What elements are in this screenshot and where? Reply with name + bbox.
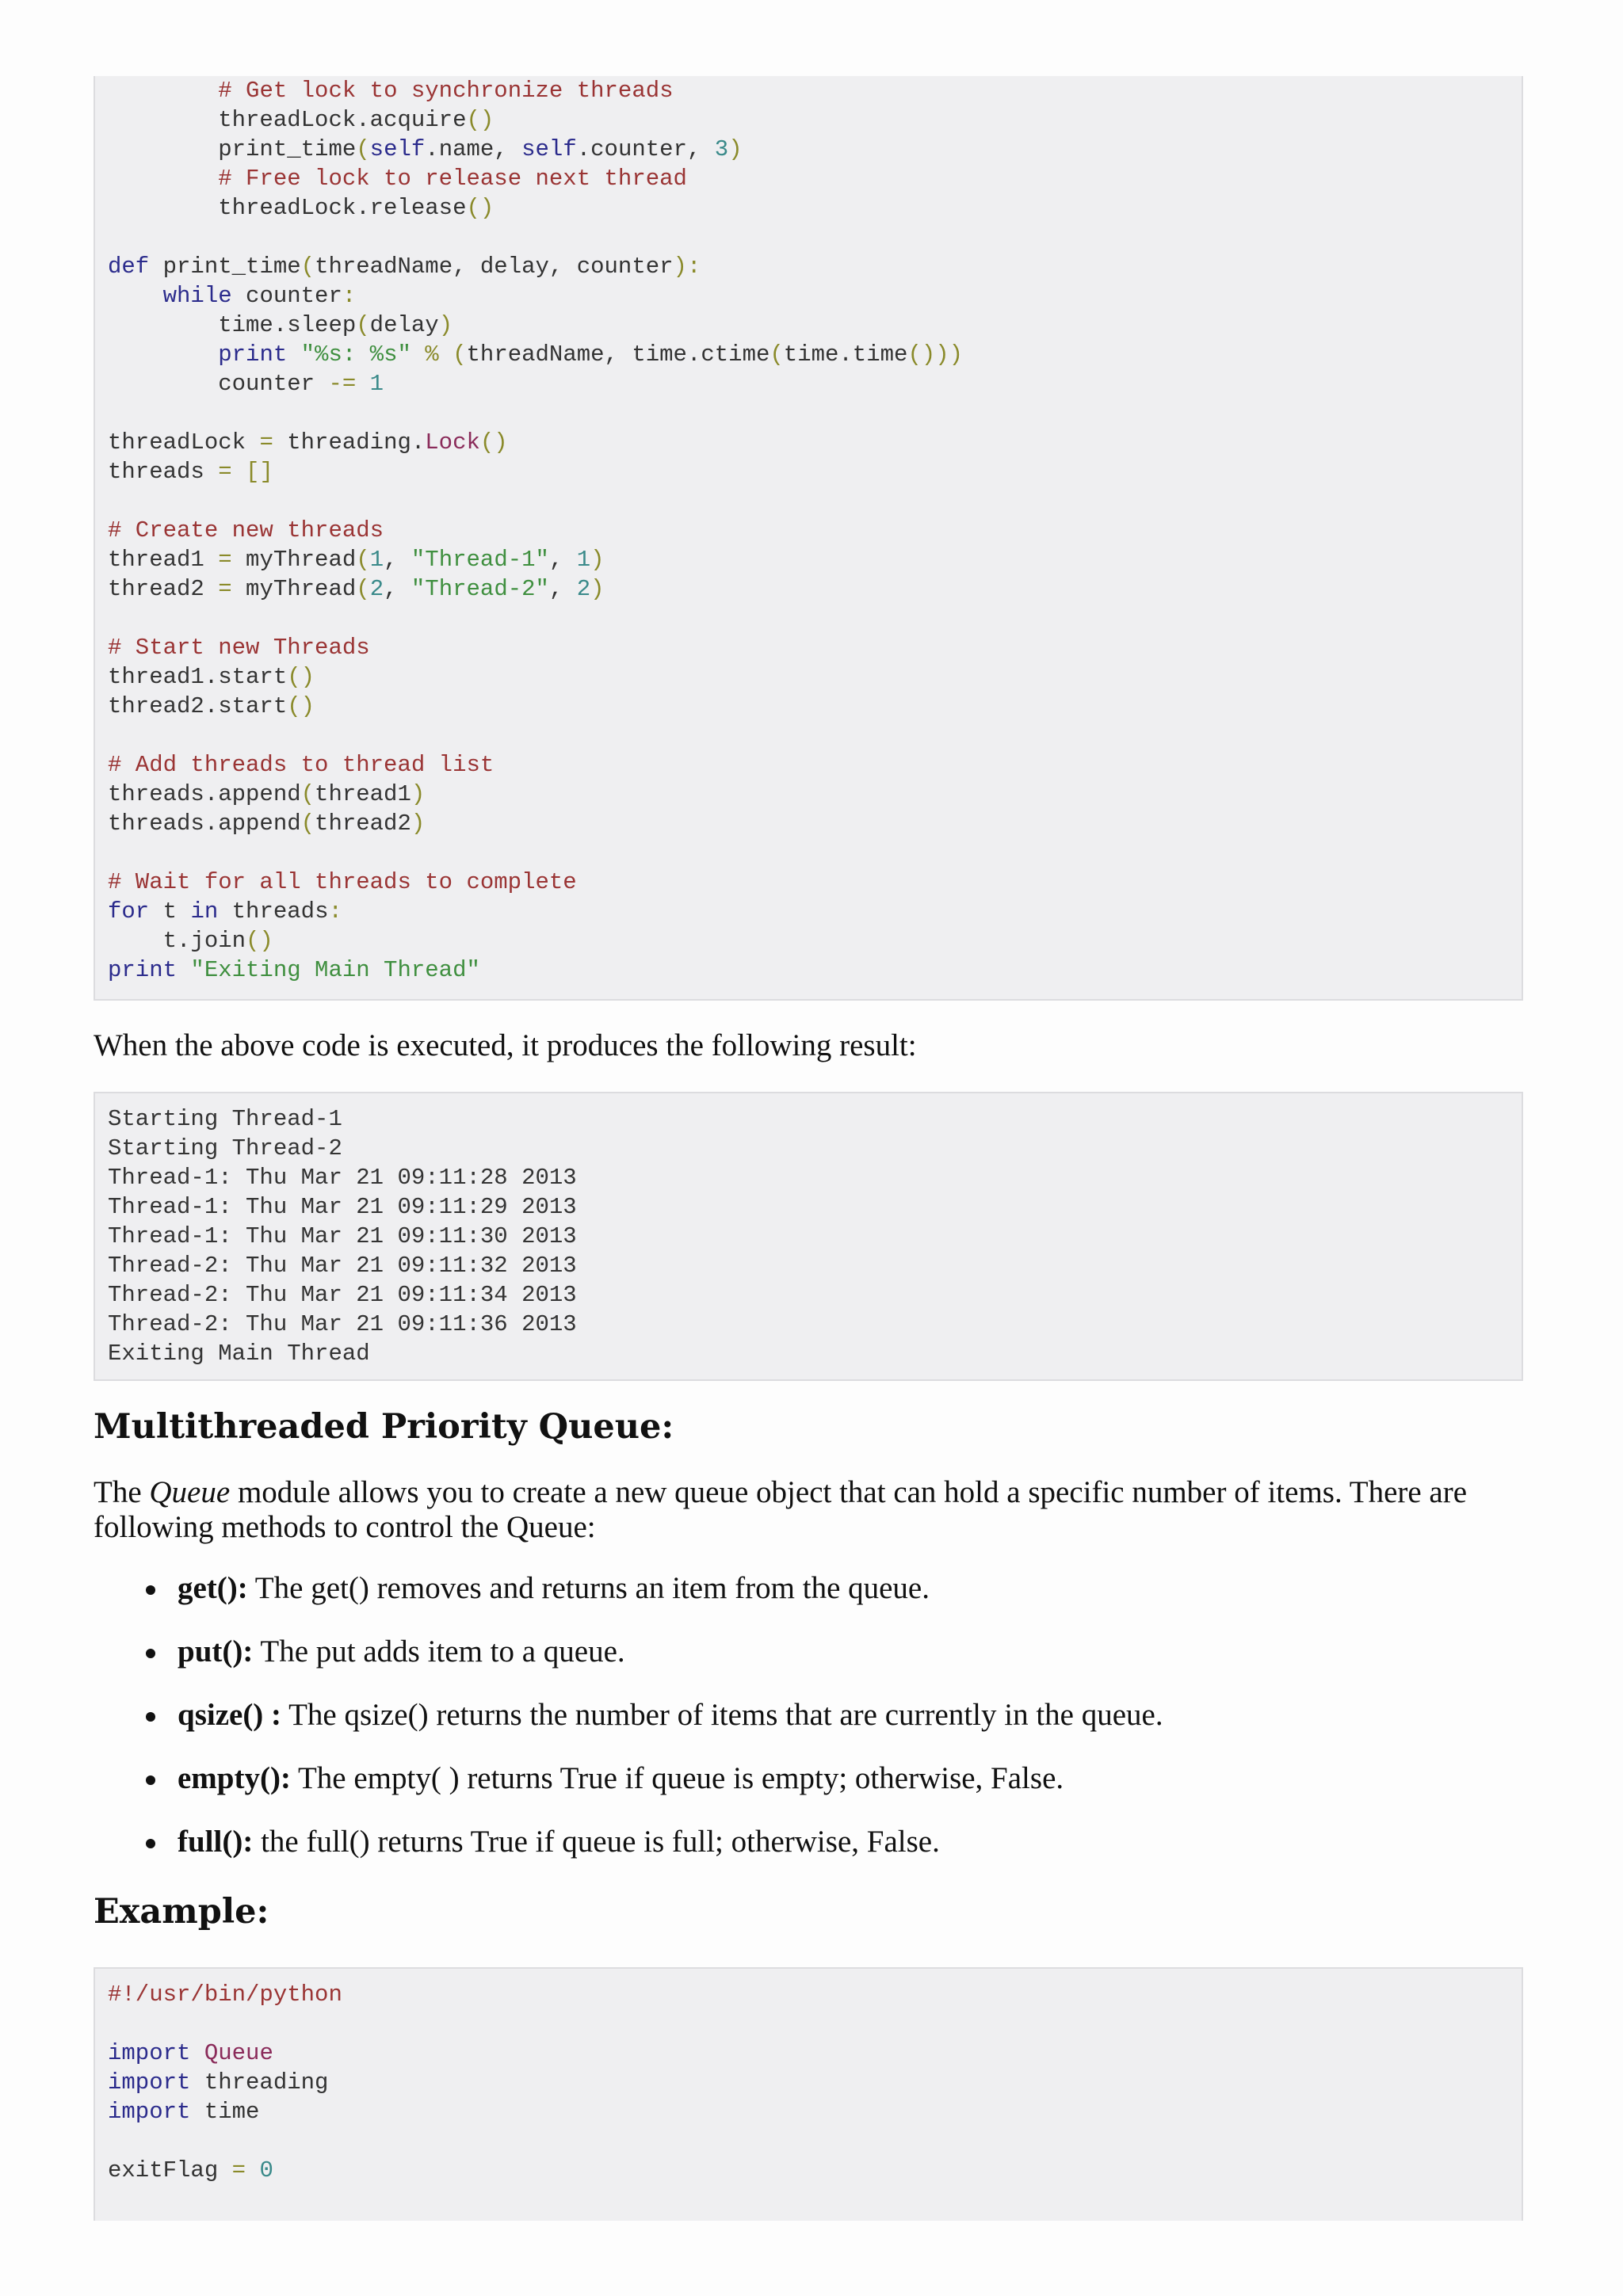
code-line: import time [108,2099,260,2125]
code-line [108,721,1522,750]
code-line: while counter: [162,283,357,309]
output-block [94,1092,1523,1381]
method-name: put(): [178,1634,254,1669]
code-line: for t in threads: [108,898,342,925]
queue-methods-list [94,1571,1536,1888]
code-line: threads = [] [108,459,273,485]
output-line: Starting Thread-2 [108,1135,342,1161]
method-desc: The put adds item to a queue. [253,1634,625,1669]
method-desc: The empty( ) returns True if queue is empty; otherwise, False. [290,1761,1064,1795]
output-line: Thread-2: Thu Mar 21 09:11:36 2013 [108,1311,577,1337]
code-line [108,838,1522,868]
bullet-icon [146,1839,155,1848]
code-line: thread1 = myThread(1, "Thread-1", 1) [108,547,605,573]
bullet-icon [146,1585,155,1595]
method-name: full(): [178,1825,254,1859]
code-line: # Start new Threads [108,635,370,661]
output-line: Exiting Main Thread [108,1341,370,1367]
method-name: qsize() : [178,1698,282,1732]
method-desc: The qsize() returns the number of items that are currently in the queue. [281,1698,1163,1732]
code-line: # Add threads to thread list [108,752,495,778]
output-line: Thread-2: Thu Mar 21 09:11:34 2013 [108,1282,577,1308]
method-name: get(): [178,1571,248,1605]
code-line [108,399,1522,428]
code-line: thread1.start() [108,664,315,690]
code-block-threading [94,76,1523,1001]
code-line: print_time(self.name, self.counter, 3) [108,136,743,162]
code-line: time.sleep(delay) [108,312,453,338]
output-line: Thread-1: Thu Mar 21 09:11:28 2013 [108,1165,577,1191]
code-line [108,2009,1522,2039]
section-heading: Multithreaded Priority Queue: [94,1407,674,1447]
code-line: # Get lock to synchronize threads [218,78,674,104]
list-item [94,1571,1536,1634]
code-line [108,486,1522,516]
code-line: thread2.start() [108,693,315,719]
code-line: threadLock.acquire() [108,107,495,133]
code-line: import Queue [108,2040,273,2066]
list-item [94,1698,1536,1761]
code-line: # Wait for all threads to complete [108,869,577,895]
example-heading: Example: [94,1892,269,1932]
code-line: #!/usr/bin/python [108,1981,342,2008]
method-desc: The get() removes and returns an item from the queue. [247,1571,930,1605]
queue-intro-text [94,1475,1536,1545]
code-line: threads.append(thread1) [108,781,426,807]
code-line: # Free lock to release next thread [218,166,687,192]
queue-module-name: Queue [149,1475,231,1509]
code-line: print "Exiting Main Thread" [108,957,480,983]
code-line: # Create new threads [108,517,384,543]
output-line: Thread-1: Thu Mar 21 09:11:30 2013 [108,1223,577,1249]
code-line [108,223,1522,252]
code-line: counter -= 1 [108,371,384,397]
list-item [94,1634,1536,1698]
code-block-queue-example [94,1967,1523,2221]
method-desc: the full() returns True if queue is full; otherwise, False. [253,1825,940,1859]
code-line [108,2126,1522,2156]
bullet-icon [146,1775,155,1785]
code-line: threadLock = threading.Lock() [108,429,508,456]
code-line: t.join() [108,928,273,954]
bullet-icon [146,1712,155,1722]
code-line: exitFlag = 0 [108,2157,273,2183]
code-line: print "%s: %s" % (threadName, time.ctime(time.time())) [218,341,964,368]
bullet-icon [146,1649,155,1658]
queue-intro-suffix: module allows you to create a new queue object that can hold a specific number of items. There are following methods to control the Queue: [94,1475,1468,1544]
code-line: threadLock.release() [108,195,495,221]
output-line: Starting Thread-1 [108,1106,342,1132]
queue-intro-prefix: The [94,1475,150,1509]
code-line: threads.append(thread2) [108,810,426,837]
method-name: empty(): [178,1761,291,1795]
code-line [108,604,1522,633]
output-line: Thread-1: Thu Mar 21 09:11:29 2013 [108,1194,577,1220]
output-line: Thread-2: Thu Mar 21 09:11:32 2013 [108,1253,577,1279]
list-item [94,1825,1536,1888]
code-line: thread2 = myThread(2, "Thread-2", 2) [108,576,605,602]
code-line: import threading [108,2069,329,2096]
result-intro-text: When the above code is executed, it produces the following result: [94,1028,917,1062]
code-line: def print_time(threadName, delay, counter): [108,254,701,280]
list-item [94,1761,1536,1825]
